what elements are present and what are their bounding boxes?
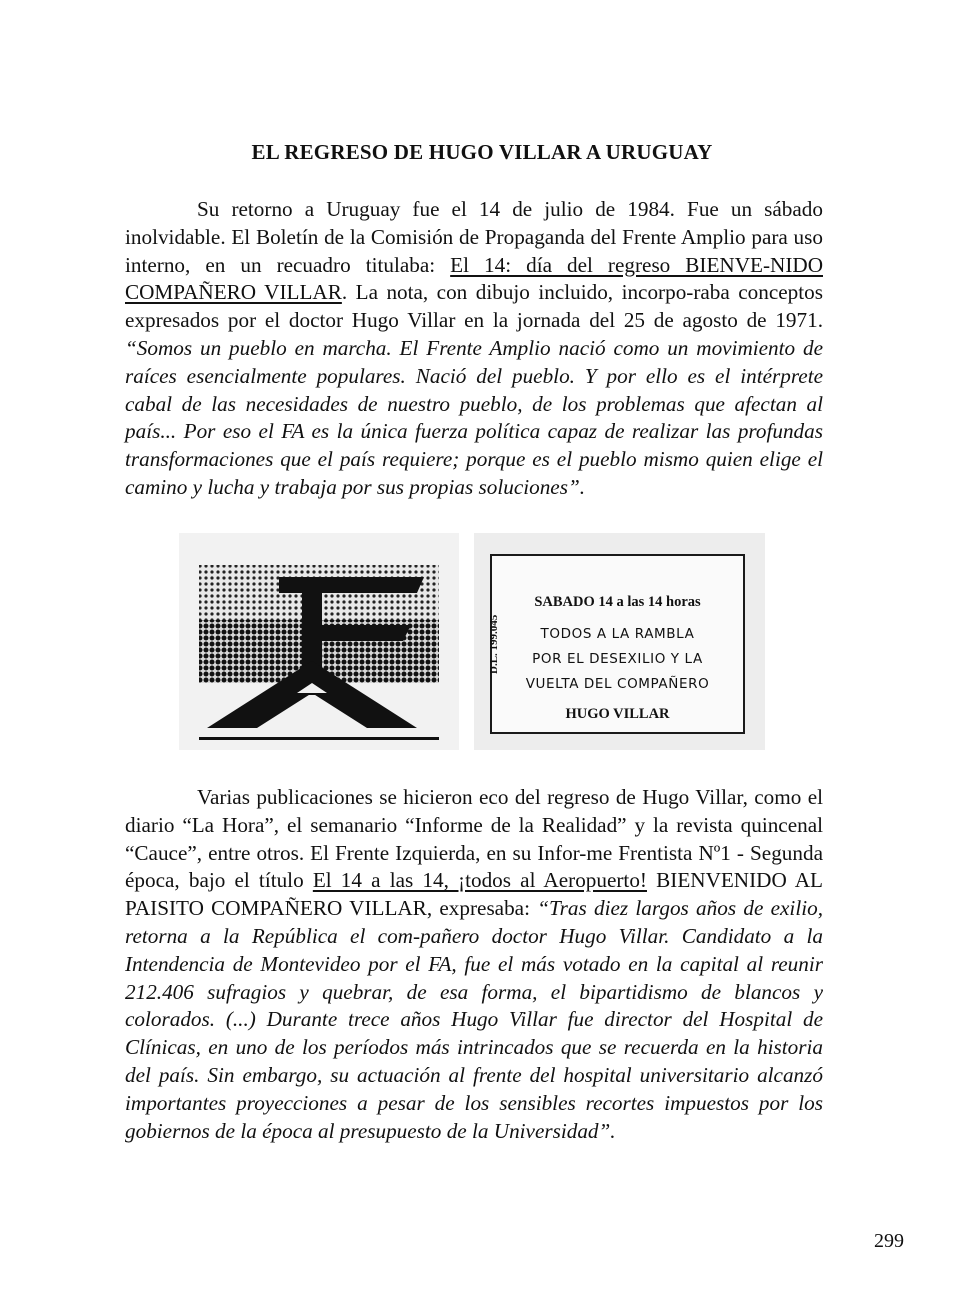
flyer-line-1: SABADO 14 a las 14 horas	[534, 594, 701, 610]
paragraph-2-headline: El 14 a las 14, ¡todos al Aeropuerto!	[312, 868, 647, 893]
paragraph-1-headline: El 14: día del regreso BIENVE-NIDO COMPAÑERO VILLAR	[125, 252, 823, 305]
paragraph-2-intro: Varias publicaciones se hicieron eco del regreso de Hugo Villar, como el diario “La Hora”, el semanario “Informe de la Realidad” y la revista quincenal “Cauce”, entre otros. El Frente Izquierda, en su Infor-me Frentista Nº1 - Segunda época, bajo el título	[125, 785, 823, 893]
paragraph-1-middle: . La nota, con dibujo incluido, incorpo-raba conceptos expresados por el doctor Hugo Villar en la jornada del 25 de agosto de 1971.	[125, 280, 823, 333]
legal-deposit-label: D.L. 199.045	[488, 614, 500, 674]
paragraph-2-middle: BIENVENIDO AL PAISITO COMPAÑERO VILLAR, expresaba:	[125, 868, 823, 921]
frente-amplio-logo-image	[179, 533, 459, 750]
rally-flyer-card	[490, 554, 745, 734]
paragraph-1-intro: Su retorno a Uruguay fue el 14 de julio de 1984. Fue un sábado inolvidable. El Boletín de la Comisión de Propaganda del Frente Amplio para uso interno, en un recuadro titulaba:	[125, 197, 823, 277]
flyer-line-2: TODOS A LA RAMBLA	[540, 626, 695, 642]
rally-flyer-image	[474, 533, 765, 750]
page-title: EL REGRESO DE HUGO VILLAR A URUGUAY	[251, 140, 713, 164]
flyer-line-5: HUGO VILLAR	[565, 706, 670, 722]
page-number: 299	[874, 1230, 904, 1252]
fa-logo-icon	[179, 533, 459, 750]
flyer-line-3: POR EL DESEXILIO Y LA	[532, 651, 703, 667]
paragraph-1	[125, 196, 823, 502]
paragraph-2	[125, 784, 823, 1145]
paragraph-2-quote: “Tras diez largos años de exilio, retorna a la República el com-pañero doctor Hugo Villar. Candidato a la Intendencia de Montevideo por el FA, fue el más votado en la capital al reunir 212.406 sufragios y quebrar, de esa forma, el bipartidismo de blancos y colorados. (...) Durante trece años Hugo Villar fue director del Hospital de Clínicas, en uno de los períodos más intrincados que se recuerda en la historia del país. Sin embargo, su actuación al frente del hospital universitario alcanzó importantes proyecciones a pesar de los sensibles recortes impuestos por los gobiernos de la época al presupuesto de la Universidad”.	[125, 896, 823, 1143]
paragraph-1-quote: “Somos un pueblo en marcha. El Frente Amplio nació como un movimiento de raíces esencialmente populares. Nació del pueblo. Y por ello es el intérprete cabal de las necesidades de nuestro pueblo, de los problemas que afectan al país... Por eso el FA es la única fuerza política capaz de realizar las profundas transformaciones que el país requiere; porque es el pueblo mismo quien elige el camino y lucha y trabaja por sus propias soluciones”.	[125, 335, 823, 499]
flyer-line-4: VUELTA DEL COMPAÑERO	[525, 676, 710, 692]
